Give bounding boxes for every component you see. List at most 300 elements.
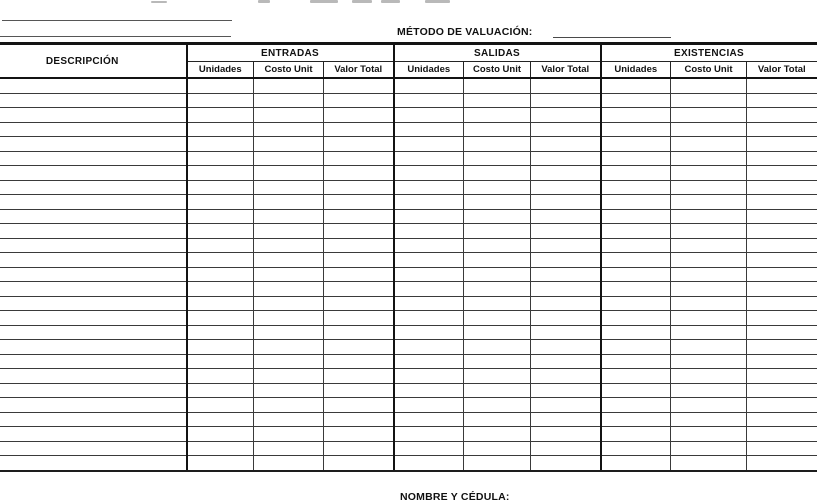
description-cell (0, 238, 187, 253)
value-cell (464, 427, 531, 442)
description-cell (0, 412, 187, 427)
value-cell (254, 253, 324, 268)
table-row (0, 383, 817, 398)
description-cell (0, 325, 187, 340)
value-cell (531, 137, 601, 152)
value-cell (601, 224, 671, 239)
value-cell (531, 282, 601, 297)
table-row (0, 151, 817, 166)
value-cell (601, 427, 671, 442)
value-cell (394, 398, 464, 413)
value-cell (531, 122, 601, 137)
value-cell (747, 137, 817, 152)
value-cell (601, 456, 671, 471)
description-cell (0, 209, 187, 224)
description-cell (0, 224, 187, 239)
value-cell (671, 122, 747, 137)
description-cell (0, 122, 187, 137)
value-cell (671, 151, 747, 166)
value-cell (394, 224, 464, 239)
value-cell (464, 151, 531, 166)
value-cell (254, 209, 324, 224)
value-cell (601, 267, 671, 282)
value-cell (324, 238, 394, 253)
value-cell (671, 224, 747, 239)
value-cell (254, 267, 324, 282)
value-cell (324, 296, 394, 311)
header-blank-line-1 (2, 20, 232, 21)
description-cell (0, 282, 187, 297)
table-row (0, 267, 817, 282)
value-cell (394, 282, 464, 297)
description-cell (0, 166, 187, 181)
value-cell (464, 412, 531, 427)
value-cell (187, 253, 254, 268)
value-cell (671, 398, 747, 413)
value-cell (187, 108, 254, 123)
subheader-existencias-valor-total: Valor Total (747, 62, 817, 79)
value-cell (747, 325, 817, 340)
value-cell (254, 282, 324, 297)
description-cell (0, 78, 187, 93)
value-cell (601, 253, 671, 268)
description-cell (0, 340, 187, 355)
value-cell (531, 325, 601, 340)
value-cell (187, 383, 254, 398)
value-cell (254, 369, 324, 384)
table-row (0, 412, 817, 427)
value-cell (254, 93, 324, 108)
value-cell (601, 369, 671, 384)
value-cell (531, 108, 601, 123)
description-cell (0, 441, 187, 456)
value-cell (531, 456, 601, 471)
table-row (0, 253, 817, 268)
value-cell (254, 195, 324, 210)
value-cell (187, 180, 254, 195)
title-fragment (310, 0, 338, 3)
value-cell (671, 340, 747, 355)
value-cell (394, 427, 464, 442)
value-cell (747, 195, 817, 210)
value-cell (671, 412, 747, 427)
value-cell (254, 456, 324, 471)
value-cell (601, 137, 671, 152)
description-cell (0, 369, 187, 384)
value-cell (601, 383, 671, 398)
value-cell (254, 238, 324, 253)
value-cell (601, 238, 671, 253)
value-cell (394, 122, 464, 137)
value-cell (254, 296, 324, 311)
description-cell (0, 296, 187, 311)
value-cell (747, 282, 817, 297)
table-row (0, 122, 817, 137)
value-cell (254, 412, 324, 427)
value-cell (254, 354, 324, 369)
value-cell (464, 441, 531, 456)
value-cell (601, 412, 671, 427)
value-cell (747, 427, 817, 442)
value-cell (394, 383, 464, 398)
value-cell (531, 441, 601, 456)
inventory-kardex-table (0, 42, 817, 472)
value-cell (601, 325, 671, 340)
value-cell (324, 122, 394, 137)
value-cell (394, 166, 464, 181)
value-cell (671, 311, 747, 326)
value-cell (601, 166, 671, 181)
value-cell (531, 311, 601, 326)
value-cell (394, 267, 464, 282)
value-cell (747, 383, 817, 398)
value-cell (394, 151, 464, 166)
table-row (0, 441, 817, 456)
value-cell (531, 93, 601, 108)
value-cell (324, 383, 394, 398)
value-cell (324, 369, 394, 384)
subheader-entradas-costo-unit: Costo Unit (254, 62, 324, 79)
value-cell (747, 122, 817, 137)
table-row (0, 209, 817, 224)
value-cell (671, 441, 747, 456)
value-cell (531, 180, 601, 195)
value-cell (394, 108, 464, 123)
value-cell (671, 93, 747, 108)
value-cell (601, 108, 671, 123)
value-cell (394, 209, 464, 224)
value-cell (671, 267, 747, 282)
value-cell (531, 253, 601, 268)
description-cell (0, 354, 187, 369)
value-cell (324, 267, 394, 282)
value-cell (187, 238, 254, 253)
value-cell (324, 209, 394, 224)
table-row (0, 224, 817, 239)
table-row (0, 195, 817, 210)
value-cell (747, 296, 817, 311)
value-cell (671, 78, 747, 93)
value-cell (747, 441, 817, 456)
value-cell (601, 93, 671, 108)
value-cell (254, 122, 324, 137)
value-cell (187, 93, 254, 108)
description-cell (0, 383, 187, 398)
value-cell (254, 108, 324, 123)
table-row (0, 108, 817, 123)
value-cell (187, 398, 254, 413)
method-of-valuation-blank-line (553, 37, 671, 38)
group-header-existencias: EXISTENCIAS (601, 44, 817, 62)
group-header-salidas: SALIDAS (394, 44, 601, 62)
value-cell (464, 340, 531, 355)
value-cell (464, 122, 531, 137)
value-cell (254, 441, 324, 456)
subheader-salidas-costo-unit: Costo Unit (464, 62, 531, 79)
value-cell (464, 282, 531, 297)
value-cell (254, 311, 324, 326)
value-cell (394, 340, 464, 355)
value-cell (254, 166, 324, 181)
value-cell (747, 398, 817, 413)
table-row (0, 137, 817, 152)
value-cell (747, 224, 817, 239)
value-cell (187, 456, 254, 471)
value-cell (601, 151, 671, 166)
value-cell (464, 296, 531, 311)
value-cell (531, 166, 601, 181)
value-cell (531, 296, 601, 311)
value-cell (464, 253, 531, 268)
description-cell (0, 456, 187, 471)
value-cell (531, 383, 601, 398)
value-cell (187, 166, 254, 181)
value-cell (671, 427, 747, 442)
value-cell (187, 296, 254, 311)
value-cell (531, 267, 601, 282)
value-cell (324, 93, 394, 108)
table-row (0, 398, 817, 413)
value-cell (324, 151, 394, 166)
value-cell (394, 253, 464, 268)
description-cell (0, 108, 187, 123)
title-fragment (425, 0, 450, 3)
subheader-existencias-unidades: Unidades (601, 62, 671, 79)
value-cell (187, 267, 254, 282)
value-cell (394, 137, 464, 152)
value-cell (394, 180, 464, 195)
value-cell (747, 412, 817, 427)
title-fragment (151, 1, 167, 3)
title-fragment (352, 0, 372, 3)
value-cell (601, 195, 671, 210)
value-cell (747, 209, 817, 224)
table-row (0, 282, 817, 297)
value-cell (601, 282, 671, 297)
value-cell (324, 137, 394, 152)
value-cell (464, 180, 531, 195)
value-cell (394, 93, 464, 108)
value-cell (254, 340, 324, 355)
value-cell (254, 78, 324, 93)
value-cell (531, 369, 601, 384)
value-cell (324, 441, 394, 456)
value-cell (187, 122, 254, 137)
description-cell (0, 180, 187, 195)
value-cell (747, 238, 817, 253)
value-cell (254, 383, 324, 398)
value-cell (671, 383, 747, 398)
table-body (0, 78, 817, 471)
table-row (0, 238, 817, 253)
value-cell (747, 267, 817, 282)
value-cell (747, 180, 817, 195)
value-cell (394, 195, 464, 210)
value-cell (464, 166, 531, 181)
value-cell (671, 137, 747, 152)
description-cell (0, 151, 187, 166)
value-cell (601, 78, 671, 93)
value-cell (601, 398, 671, 413)
value-cell (671, 325, 747, 340)
value-cell (254, 180, 324, 195)
value-cell (187, 354, 254, 369)
value-cell (187, 78, 254, 93)
value-cell (254, 427, 324, 442)
value-cell (187, 311, 254, 326)
value-cell (394, 441, 464, 456)
value-cell (531, 209, 601, 224)
value-cell (324, 224, 394, 239)
table-row (0, 166, 817, 181)
description-cell (0, 267, 187, 282)
value-cell (464, 93, 531, 108)
value-cell (324, 282, 394, 297)
table-row (0, 296, 817, 311)
value-cell (324, 398, 394, 413)
value-cell (254, 137, 324, 152)
value-cell (671, 180, 747, 195)
value-cell (187, 369, 254, 384)
value-cell (671, 108, 747, 123)
value-cell (601, 296, 671, 311)
value-cell (464, 354, 531, 369)
value-cell (187, 441, 254, 456)
value-cell (531, 195, 601, 210)
value-cell (531, 340, 601, 355)
value-cell (671, 296, 747, 311)
value-cell (531, 398, 601, 413)
value-cell (531, 78, 601, 93)
column-header-descripcion: DESCRIPCIÓN (0, 44, 187, 79)
value-cell (464, 383, 531, 398)
table-row (0, 340, 817, 355)
value-cell (601, 441, 671, 456)
value-cell (601, 122, 671, 137)
value-cell (747, 456, 817, 471)
description-cell (0, 311, 187, 326)
value-cell (671, 369, 747, 384)
value-cell (671, 238, 747, 253)
value-cell (187, 427, 254, 442)
value-cell (601, 180, 671, 195)
value-cell (747, 108, 817, 123)
subheader-salidas-valor-total: Valor Total (531, 62, 601, 79)
value-cell (394, 412, 464, 427)
value-cell (324, 427, 394, 442)
value-cell (187, 340, 254, 355)
value-cell (187, 325, 254, 340)
subheader-existencias-costo-unit: Costo Unit (671, 62, 747, 79)
table-row (0, 456, 817, 471)
nombre-cedula-label: NOMBRE Y CÉDULA: (400, 491, 510, 503)
value-cell (464, 325, 531, 340)
value-cell (324, 253, 394, 268)
value-cell (531, 224, 601, 239)
table-row (0, 325, 817, 340)
value-cell (747, 166, 817, 181)
value-cell (324, 354, 394, 369)
value-cell (464, 267, 531, 282)
table-row (0, 180, 817, 195)
value-cell (324, 311, 394, 326)
value-cell (601, 354, 671, 369)
table-row (0, 369, 817, 384)
value-cell (254, 398, 324, 413)
description-cell (0, 398, 187, 413)
subheader-entradas-unidades: Unidades (187, 62, 254, 79)
value-cell (747, 311, 817, 326)
value-cell (394, 456, 464, 471)
description-cell (0, 253, 187, 268)
value-cell (464, 456, 531, 471)
value-cell (254, 151, 324, 166)
method-of-valuation-label: MÉTODO DE VALUACIÓN: (397, 26, 533, 38)
value-cell (531, 238, 601, 253)
title-fragment (381, 0, 400, 3)
value-cell (671, 209, 747, 224)
value-cell (747, 340, 817, 355)
value-cell (747, 253, 817, 268)
value-cell (187, 209, 254, 224)
value-cell (601, 340, 671, 355)
subheader-entradas-valor-total: Valor Total (324, 62, 394, 79)
value-cell (671, 195, 747, 210)
value-cell (324, 412, 394, 427)
value-cell (394, 369, 464, 384)
value-cell (671, 282, 747, 297)
value-cell (671, 456, 747, 471)
value-cell (531, 151, 601, 166)
value-cell (601, 209, 671, 224)
description-cell (0, 427, 187, 442)
value-cell (464, 224, 531, 239)
value-cell (671, 166, 747, 181)
table-row (0, 93, 817, 108)
value-cell (747, 78, 817, 93)
value-cell (464, 209, 531, 224)
value-cell (324, 195, 394, 210)
value-cell (464, 311, 531, 326)
title-fragment (258, 0, 270, 3)
value-cell (324, 78, 394, 93)
value-cell (394, 311, 464, 326)
description-cell (0, 195, 187, 210)
value-cell (254, 224, 324, 239)
value-cell (747, 151, 817, 166)
value-cell (187, 412, 254, 427)
description-cell (0, 137, 187, 152)
value-cell (747, 93, 817, 108)
value-cell (394, 325, 464, 340)
value-cell (324, 180, 394, 195)
value-cell (324, 456, 394, 471)
value-cell (394, 78, 464, 93)
value-cell (464, 369, 531, 384)
value-cell (324, 108, 394, 123)
value-cell (187, 151, 254, 166)
value-cell (254, 325, 324, 340)
value-cell (464, 398, 531, 413)
table-row (0, 427, 817, 442)
table-row (0, 354, 817, 369)
value-cell (601, 311, 671, 326)
value-cell (464, 195, 531, 210)
table-row (0, 311, 817, 326)
value-cell (187, 224, 254, 239)
description-cell (0, 93, 187, 108)
value-cell (187, 195, 254, 210)
